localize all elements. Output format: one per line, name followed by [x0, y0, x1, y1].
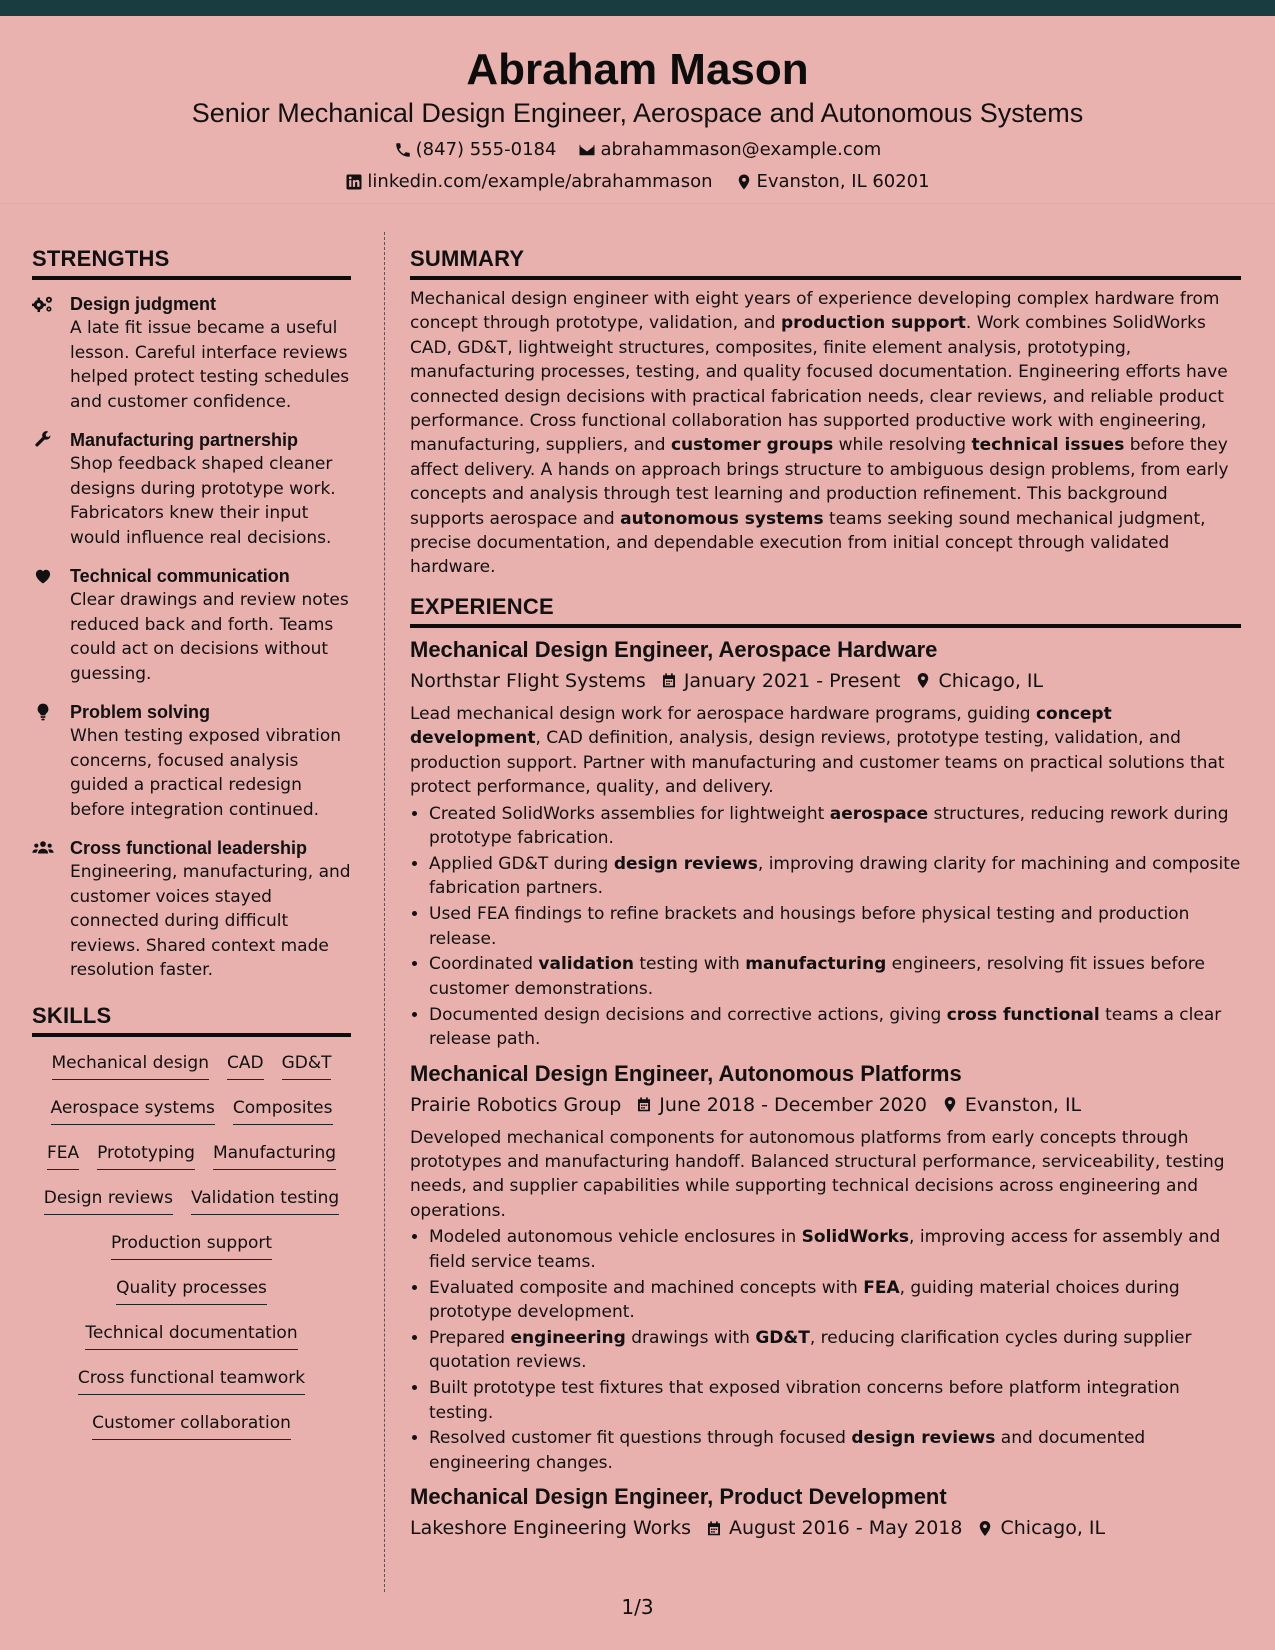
- text-run: and documented engineering changes.: [429, 1428, 1146, 1473]
- strength-body: [70, 428, 351, 550]
- job-dates: June 2018 - December 2020: [659, 1093, 927, 1116]
- skill-row: [32, 1231, 351, 1276]
- job-company: Prairie Robotics Group: [410, 1093, 622, 1116]
- job-bullets: [429, 1225, 1241, 1475]
- job-dates: August 2016 - May 2018: [728, 1517, 963, 1540]
- skill-tag: Production support: [111, 1231, 272, 1260]
- candidate-name: Abraham Mason: [466, 45, 809, 94]
- bold-phrase: validation: [538, 954, 634, 975]
- email-text[interactable]: abrahammason@example.com: [600, 139, 882, 160]
- text-run: Evaluated composite and machined concepts with: [429, 1277, 864, 1298]
- bold-phrase: concept development: [410, 703, 1112, 749]
- skills-heading: SKILLS: [32, 1001, 351, 1037]
- strength-item: [32, 700, 351, 822]
- strength-item: [32, 836, 351, 983]
- text-run: Documented design decisions and corrective actions, giving: [429, 1004, 947, 1025]
- job-location: Evanston, IL: [964, 1093, 1082, 1116]
- column-divider: [384, 232, 385, 1592]
- contact-row-2: [0, 171, 1275, 193]
- strength-title: Cross functional leadership: [70, 838, 308, 858]
- location-contact: [735, 171, 930, 193]
- summary-text: [410, 287, 1241, 580]
- bold-phrase: manufacturing: [745, 954, 887, 975]
- text-run: Resolved customer fit questions through focused: [429, 1428, 852, 1449]
- bold-phrase: GD&T: [755, 1327, 810, 1348]
- strength-title: Technical communication: [70, 566, 290, 586]
- strength-item: [32, 292, 351, 414]
- job-dates: January 2021 - Present: [683, 669, 901, 692]
- text-run: structures, reducing rework during prototype fabrication.: [429, 803, 1229, 848]
- job-title: Mechanical Design Engineer, Product Development: [410, 1484, 947, 1510]
- top-bar: [0, 0, 1275, 16]
- skill-tag: Customer collaboration: [92, 1411, 291, 1440]
- envelope-icon: [578, 141, 596, 159]
- strength-item: [32, 564, 351, 686]
- bullet-item: [429, 1225, 1241, 1274]
- job-meta: [410, 1515, 1241, 1541]
- experience-list: [410, 636, 1241, 1541]
- bold-phrase: aerospace: [829, 803, 929, 824]
- skill-tag: CAD: [227, 1051, 264, 1080]
- job-meta: [410, 668, 1241, 694]
- bullet-item: [429, 802, 1241, 851]
- job-company: Lakeshore Engineering Works: [410, 1517, 691, 1540]
- skill-tag: Aerospace systems: [51, 1096, 215, 1125]
- right-column: [410, 244, 1241, 1541]
- strengths-heading: STRENGTHS: [32, 244, 351, 280]
- left-column: [32, 244, 351, 1456]
- skill-row: [32, 1366, 351, 1411]
- job-company: Northstar Flight Systems: [410, 669, 646, 692]
- job-title: Mechanical Design Engineer, Aerospace Hardware: [410, 636, 938, 662]
- text-run: , improving drawing clarity for machining and composite fabrication partners.: [429, 853, 1241, 899]
- skill-row: [32, 1141, 351, 1186]
- map-pin-icon: [735, 173, 753, 191]
- phone-contact: [394, 139, 557, 161]
- strength-title: Manufacturing partnership: [70, 430, 299, 450]
- map-pin-icon: [914, 671, 932, 690]
- job-title: Mechanical Design Engineer, Autonomous Platforms: [410, 1060, 962, 1086]
- job-entry: [410, 1060, 1241, 1476]
- skill-tag: Mechanical design: [52, 1051, 209, 1080]
- bullet-item: [429, 902, 1241, 951]
- bullet-item: [429, 1276, 1241, 1325]
- strength-title: Design judgment: [70, 294, 217, 314]
- skill-tag: FEA: [47, 1141, 79, 1170]
- job-entry: [410, 1483, 1241, 1541]
- strength-body: [70, 564, 351, 686]
- text-run: , guiding material choices during prototype development.: [429, 1277, 1180, 1322]
- skill-tag: Design reviews: [44, 1186, 173, 1215]
- lightbulb-icon: [32, 700, 70, 822]
- bold-phrase: customer groups: [670, 435, 834, 456]
- skill-row: [32, 1096, 351, 1141]
- skill-row: [32, 1276, 351, 1321]
- text-run: Modeled autonomous vehicle enclosures in: [429, 1227, 802, 1248]
- linkedin-text[interactable]: linkedin.com/example/abrahammason: [367, 171, 713, 192]
- bold-phrase: autonomous systems: [620, 508, 824, 529]
- job-description: [410, 1126, 1241, 1224]
- heart-icon: [32, 564, 70, 686]
- bold-phrase: design reviews: [851, 1428, 996, 1449]
- bold-phrase: cross functional: [946, 1004, 1100, 1025]
- bullet-item: [429, 1426, 1241, 1475]
- strength-item: [32, 428, 351, 550]
- bullet-item: [429, 1003, 1241, 1052]
- experience-heading: EXPERIENCE: [410, 592, 1241, 628]
- text-run: Used FEA findings to refine brackets and housings before physical testing and production release.: [429, 904, 1190, 949]
- candidate-title: Senior Mechanical Design Engineer, Aerospace and Autonomous Systems: [191, 98, 1084, 128]
- phone-icon: [394, 141, 412, 159]
- skill-row: [32, 1321, 351, 1366]
- skill-tag: Composites: [233, 1096, 333, 1125]
- map-pin-icon: [976, 1519, 994, 1538]
- text-run: before they affect delivery. A hands on approach brings structure to ambiguous design problems, from early concepts and analysis through test learning and production refinement. This background supports aerospace and: [410, 435, 1229, 529]
- skill-tag: Cross functional teamwork: [78, 1366, 305, 1395]
- skills-list: [32, 1051, 351, 1456]
- skill-row: [32, 1186, 351, 1231]
- strength-body: [70, 836, 351, 983]
- strength-description: Clear drawings and review notes reduced back and forth. Teams could act on decisions without guessing.: [70, 590, 349, 684]
- bold-phrase: technical issues: [971, 435, 1125, 456]
- calendar-icon: [660, 671, 678, 690]
- text-run: . Work combines SolidWorks CAD, GD&T, lightweight structures, composites, finite element analysis, prototyping, manufacturing processes, testing, and quality focused documentation. Engineering efforts have connected design decisions with practical fabrication needs, clear reviews, and reliable product performance. Cross functional collaboration has supported productive work with engineering, manufacturing, suppliers, and: [410, 313, 1228, 456]
- page-number: 1/3: [621, 1595, 654, 1619]
- calendar-icon: [705, 1519, 723, 1538]
- strength-description: A late fit issue became a useful lesson. Careful interface reviews helped protect testing schedules and customer confidence.: [70, 318, 350, 412]
- strength-body: [70, 700, 351, 822]
- users-icon: [32, 836, 70, 983]
- text-run: , improving access for assembly and field service teams.: [429, 1227, 1221, 1272]
- bullet-item: [429, 952, 1241, 1001]
- skill-tag: Validation testing: [191, 1186, 339, 1215]
- text-run: Developed mechanical components for autonomous platforms from early concepts through prototypes and manufacturing handoff. Balanced structural performance, serviceability, testing needs, and supplier capabilities while supporting technical decisions across engineering and operations.: [410, 1127, 1225, 1221]
- text-run: Coordinated: [429, 954, 539, 975]
- strength-description: When testing exposed vibration concerns, focused analysis guided a practical redesign before integration continued.: [70, 726, 342, 820]
- resume-header: [0, 16, 1275, 204]
- bullet-item: [429, 1326, 1241, 1375]
- wrench-icon: [32, 428, 70, 550]
- job-description: [410, 702, 1241, 800]
- bullet-item: [429, 852, 1241, 901]
- text-run: Mechanical design engineer with eight years of experience developing complex hardware from concept through prototype, validation, and: [410, 289, 1220, 334]
- text-run: Prepared: [429, 1327, 511, 1348]
- bold-phrase: engineering: [510, 1327, 626, 1348]
- text-run: Created SolidWorks assemblies for lightweight: [429, 803, 830, 824]
- email-contact[interactable]: [578, 139, 881, 161]
- skill-row: [32, 1051, 351, 1096]
- text-run: teams seeking sound mechanical judgment, precise documentation, and dependable execution from initial concept through validated hardware.: [410, 508, 1206, 578]
- bold-phrase: FEA: [863, 1277, 900, 1298]
- contact-row-1: [0, 139, 1275, 161]
- bold-phrase: design reviews: [613, 853, 758, 874]
- strength-title: Problem solving: [70, 702, 211, 722]
- text-run: , reducing clarification cycles during supplier quotation reviews.: [429, 1327, 1192, 1373]
- bold-phrase: SolidWorks: [801, 1227, 910, 1248]
- text-run: Applied GD&T during: [429, 853, 614, 874]
- job-bullets: [429, 802, 1241, 1052]
- skill-tag: Manufacturing: [213, 1141, 336, 1170]
- map-pin-icon: [941, 1095, 959, 1114]
- phone-text: (847) 555-0184: [415, 139, 557, 160]
- text-run: Built prototype test fixtures that exposed vibration concerns before platform integration testing.: [429, 1378, 1180, 1423]
- gears-icon: [32, 292, 70, 414]
- strength-description: Engineering, manufacturing, and customer voices stayed connected during difficult reviews. Shared context made resolution faster.: [70, 862, 351, 980]
- job-entry: [410, 636, 1241, 1052]
- skill-tag: GD&T: [282, 1051, 332, 1080]
- skill-tag: Prototyping: [97, 1141, 195, 1170]
- calendar-icon: [635, 1095, 653, 1114]
- text-run: testing with: [633, 954, 746, 975]
- strength-body: [70, 292, 351, 414]
- bullet-item: [429, 1376, 1241, 1425]
- skill-row: [32, 1411, 351, 1456]
- text-run: , CAD definition, analysis, design reviews, prototype testing, validation, and production support. Partner with manufacturing and customer teams on practical solutions that protect performance, quality, and delivery.: [410, 728, 1225, 798]
- text-run: drawings with: [625, 1327, 756, 1348]
- linkedin-icon: [345, 173, 363, 191]
- text-run: Lead mechanical design work for aerospace hardware programs, guiding: [410, 703, 1036, 724]
- linkedin-contact[interactable]: [345, 171, 712, 193]
- summary-heading: SUMMARY: [410, 244, 1241, 280]
- job-meta: [410, 1092, 1241, 1118]
- job-location: Chicago, IL: [1000, 1517, 1106, 1540]
- bold-phrase: production support: [780, 313, 966, 334]
- text-run: engineers, resolving fit issues before customer demonstrations.: [429, 954, 1205, 999]
- skill-tag: Quality processes: [116, 1276, 267, 1305]
- skill-tag: Technical documentation: [85, 1321, 297, 1350]
- strength-description: Shop feedback shaped cleaner designs during prototype work. Fabricators knew their input would influence real decisions.: [70, 454, 336, 548]
- strengths-list: [32, 292, 351, 983]
- job-location: Chicago, IL: [938, 669, 1044, 692]
- text-run: while resolving: [833, 435, 972, 456]
- text-run: teams a clear release path.: [429, 1004, 1222, 1050]
- location-text: Evanston, IL 60201: [756, 171, 930, 192]
